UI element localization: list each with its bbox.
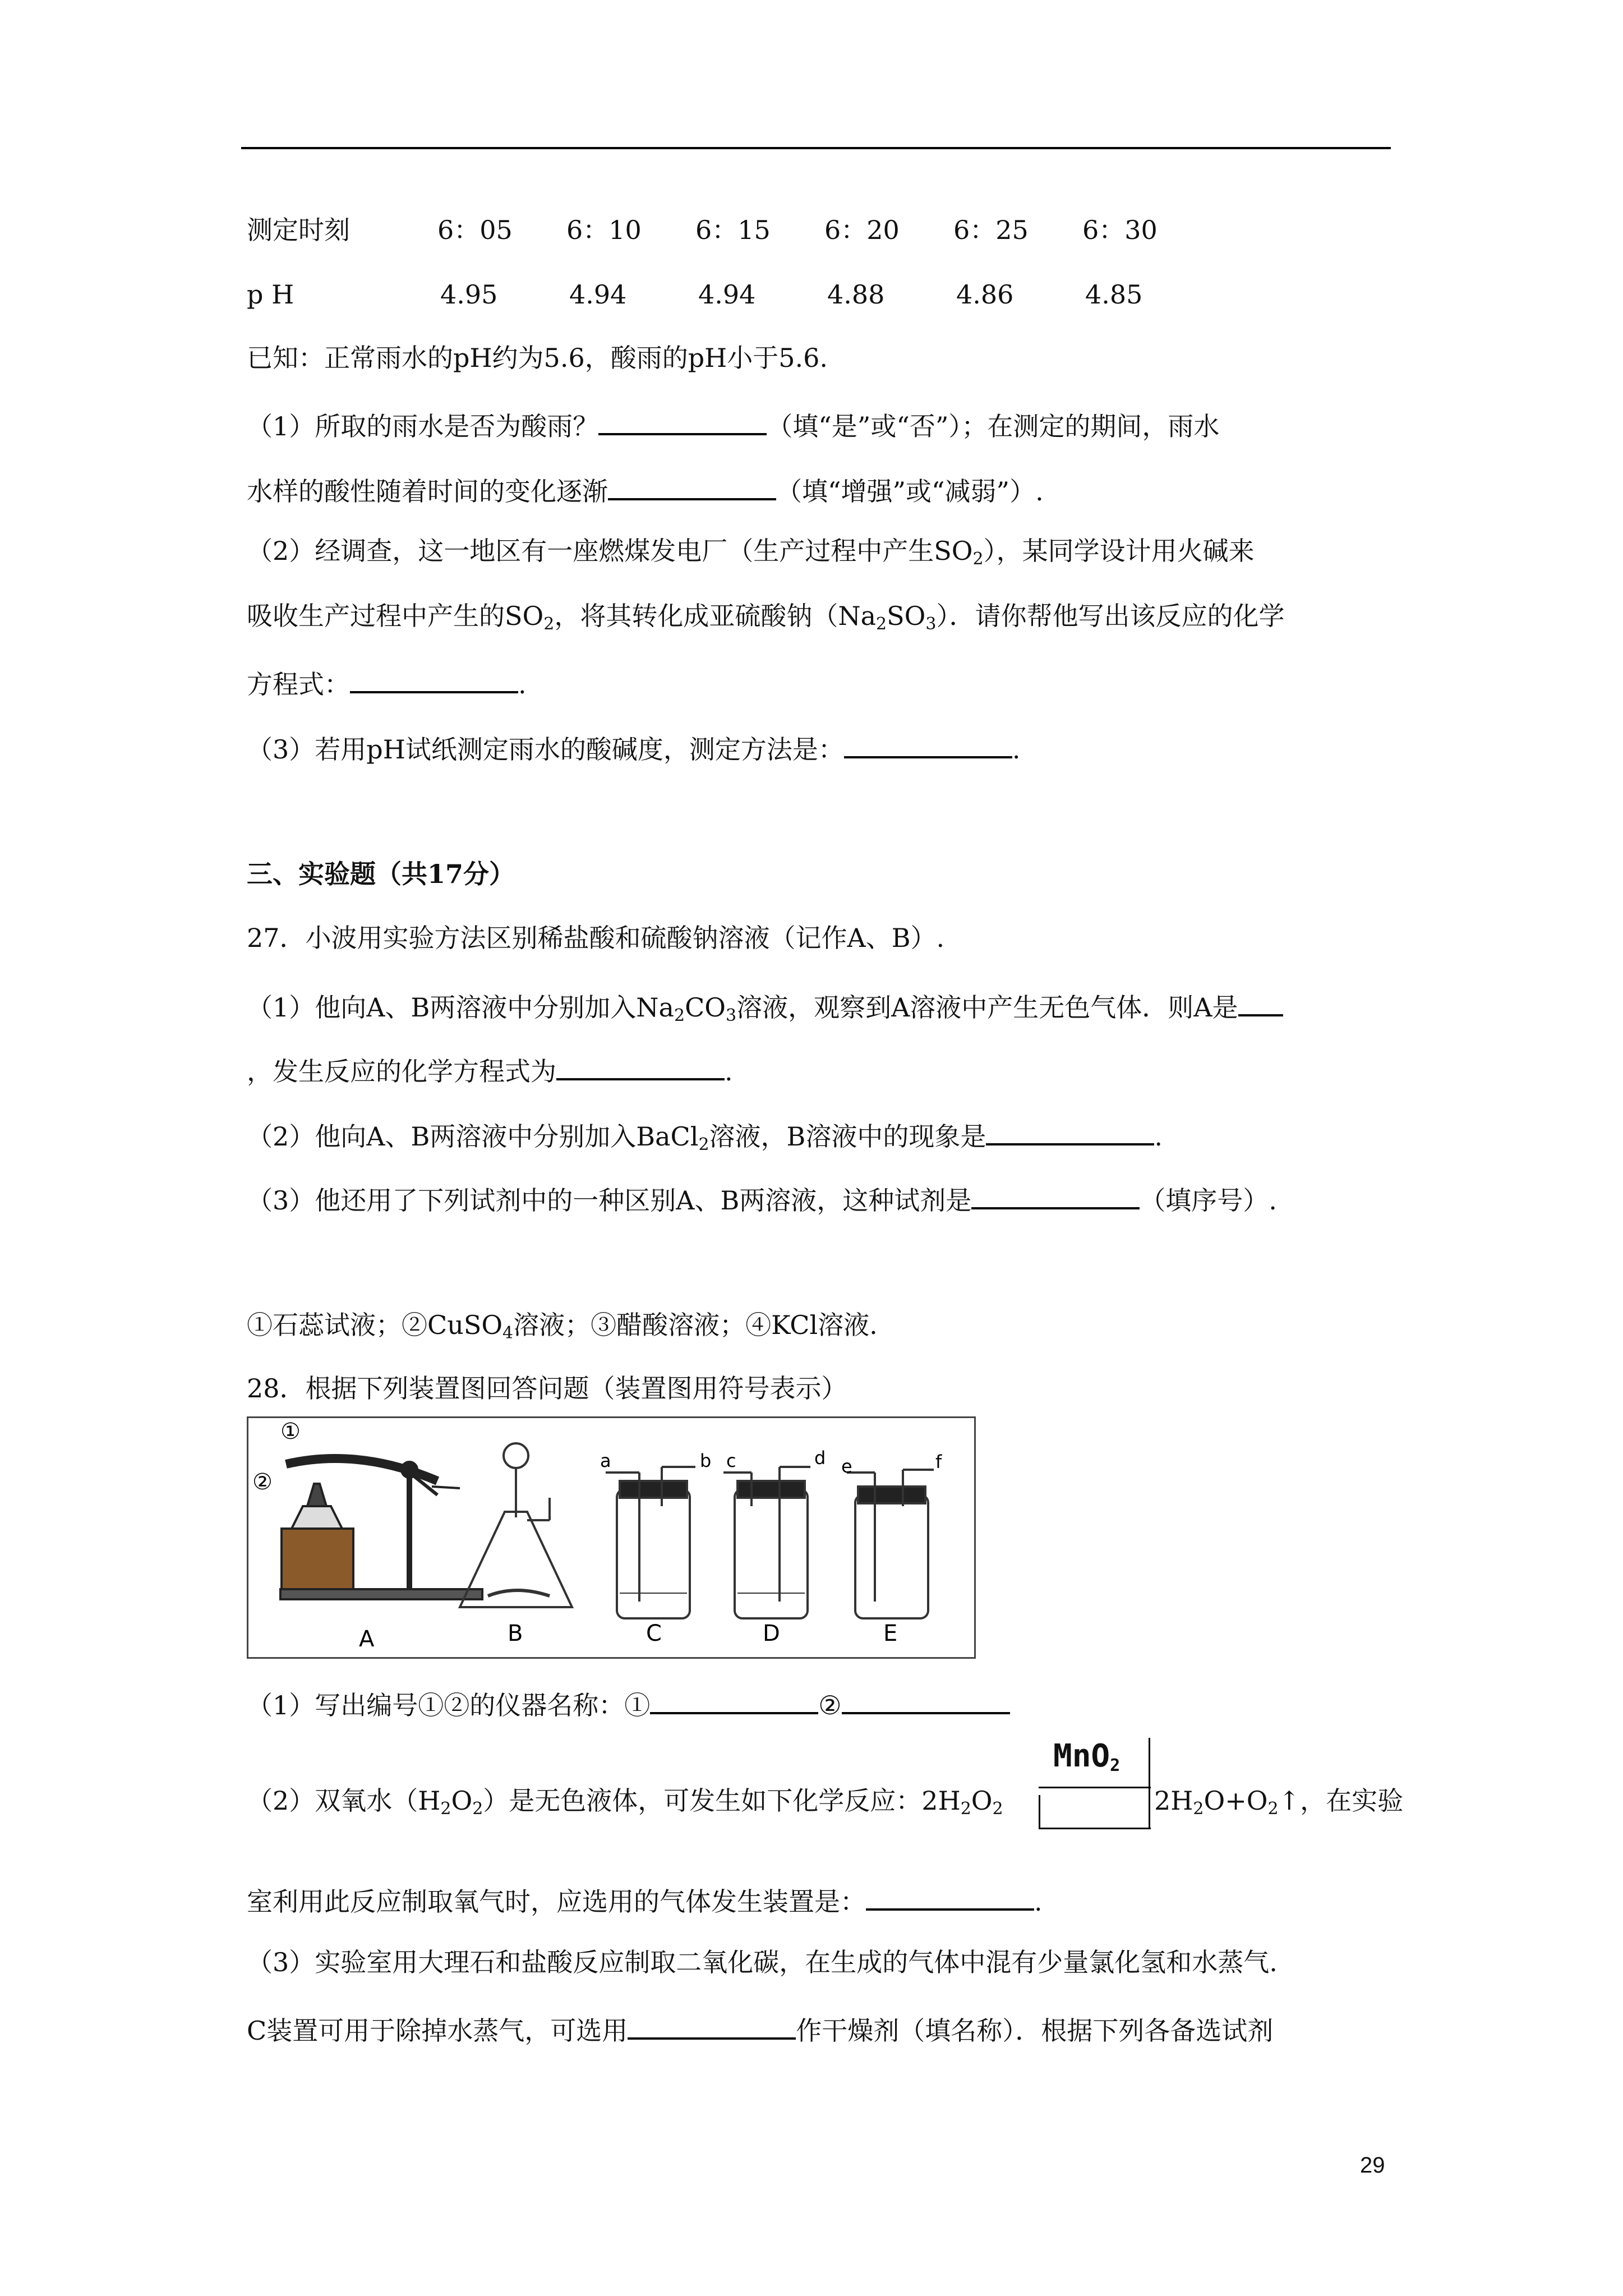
ph-cell: 4.94 bbox=[698, 279, 756, 310]
question-28-2a: （2）双氧水$(H_2O_2)$是无色液体，可发生如下化学反应：$2H_2O_2$ bbox=[247, 1786, 1003, 1819]
equation-bar-bottom bbox=[1039, 1828, 1151, 1829]
answer-blank[interactable] bbox=[350, 663, 518, 693]
tube-c: c bbox=[726, 1450, 736, 1471]
ph-cell: 4.88 bbox=[827, 279, 885, 310]
label-D: D bbox=[763, 1621, 780, 1646]
answer-blank[interactable] bbox=[842, 1684, 1010, 1714]
question-3: （3）若用pH试纸测定雨水的酸碱度，测定方法是： . bbox=[247, 728, 1020, 766]
options-line: ①石蕊试液；②CuSO$_4$溶液；③醋酸溶液；④KCl溶液. bbox=[247, 1310, 878, 1343]
question-28-2a-right: $2H_2O+O_2↑$，在实验 bbox=[1154, 1786, 1404, 1819]
tube-b: b bbox=[700, 1450, 712, 1471]
question-27-2: （2）他向A、B两溶液中分别加入BaCl$_2$溶液，B溶液中的现象是 . bbox=[247, 1115, 1163, 1153]
tube-e: e bbox=[841, 1456, 852, 1477]
question-1a: （1）所取的雨水是否为酸雨？ （填“是”或“否”）；在测定的期间，雨水 bbox=[247, 405, 1219, 443]
answer-blank[interactable] bbox=[608, 470, 776, 500]
time-cell: 6：10 bbox=[566, 215, 642, 245]
question-27-3: （3）他还用了下列试剂中的一种区别A、B两溶液，这种试剂是 （填序号）. bbox=[247, 1179, 1277, 1217]
time-cell: 6：15 bbox=[695, 215, 771, 245]
equation-bar-right bbox=[1149, 1738, 1150, 1829]
tube-a: a bbox=[600, 1450, 611, 1471]
question-2c: 方程式： . bbox=[247, 663, 527, 701]
circle-2-label: ② bbox=[252, 1469, 273, 1495]
label-A: A bbox=[359, 1626, 375, 1652]
header-rule bbox=[241, 147, 1391, 149]
time-cell: 6：20 bbox=[824, 215, 900, 245]
question-28-3b: C装置可用于除掉水蒸气，可选用 作干燥剂（填名称）．根据下列各备选试剂 bbox=[247, 2009, 1273, 2047]
question-28-3a: （3）实验室用大理石和盐酸反应制取二氧化碳，在生成的气体中混有少量氯化氢和水蒸气. bbox=[247, 1947, 1278, 1977]
answer-blank[interactable] bbox=[1238, 986, 1283, 1016]
answer-blank[interactable] bbox=[986, 1115, 1154, 1145]
time-cell: 6：30 bbox=[1082, 215, 1158, 245]
catalyst-label: MnO$_2$ bbox=[1053, 1738, 1121, 1775]
answer-blank[interactable] bbox=[971, 1179, 1140, 1209]
answer-blank[interactable] bbox=[628, 2009, 796, 2040]
ph-cell: 4.94 bbox=[569, 279, 627, 310]
table-row2-label: p H bbox=[247, 279, 294, 310]
tube-f: f bbox=[935, 1451, 942, 1473]
question-28-1: （1）写出编号①②的仪器名称：① ② bbox=[247, 1684, 1010, 1722]
section-heading: 三、实验题（共17分） bbox=[247, 859, 515, 889]
page-number: 29 bbox=[1360, 2153, 1385, 2178]
question-28: 28．根据下列装置图回答问题（装置图用符号表示） bbox=[247, 1373, 847, 1404]
label-C: C bbox=[646, 1621, 662, 1646]
ph-cell: 4.85 bbox=[1085, 279, 1143, 310]
equation-bar-top bbox=[1039, 1787, 1151, 1788]
table-row1-label: 测定时刻 bbox=[247, 215, 350, 245]
question-27-1a: （1）他向A、B两溶液中分别加入$Na_2CO_3$溶液，观察到A溶液中产生无色气体．则A是 bbox=[247, 986, 1283, 1024]
label-B: B bbox=[508, 1621, 523, 1646]
question-1b: 水样的酸性随着时间的变化逐渐 （填“增强”或“减弱”）. bbox=[247, 470, 1044, 508]
ph-cell: 4.86 bbox=[956, 279, 1014, 310]
equation-bar-left bbox=[1039, 1795, 1040, 1829]
question-27-1b: ，发生反应的化学方程式为 . bbox=[247, 1050, 733, 1088]
time-cell: 6：25 bbox=[953, 215, 1029, 245]
known-text: 已知：正常雨水的pH约为5.6，酸雨的pH小于5.6. bbox=[247, 343, 828, 373]
ph-cell: 4.95 bbox=[440, 279, 498, 310]
answer-blank[interactable] bbox=[598, 405, 767, 435]
question-2b: 吸收生产过程中产生的$SO_2$，将其转化成亚硫酸钠$(Na_2SO_3)$．请你帮他写出该反应的化学 bbox=[247, 601, 1285, 634]
question-28-2b: 室利用此反应制取氧气时，应选用的气体发生装置是： . bbox=[247, 1880, 1043, 1918]
tube-d: d bbox=[814, 1447, 826, 1469]
answer-blank[interactable] bbox=[556, 1050, 725, 1080]
question-2a: （2）经调查，这一地区有一座燃煤发电厂（生产过程中产生$SO_2$），某同学设计用火碱来 bbox=[247, 536, 1255, 569]
time-cell: 6：05 bbox=[437, 215, 513, 245]
label-E: E bbox=[883, 1621, 898, 1646]
circle-1-label: ① bbox=[280, 1419, 301, 1444]
answer-blank[interactable] bbox=[650, 1684, 818, 1714]
answer-blank[interactable] bbox=[844, 728, 1012, 758]
question-27: 27．小波用实验方法区别稀盐酸和硫酸钠溶液（记作A、B）. bbox=[247, 923, 945, 953]
apparatus-figure bbox=[247, 1416, 976, 1659]
answer-blank[interactable] bbox=[866, 1880, 1034, 1911]
